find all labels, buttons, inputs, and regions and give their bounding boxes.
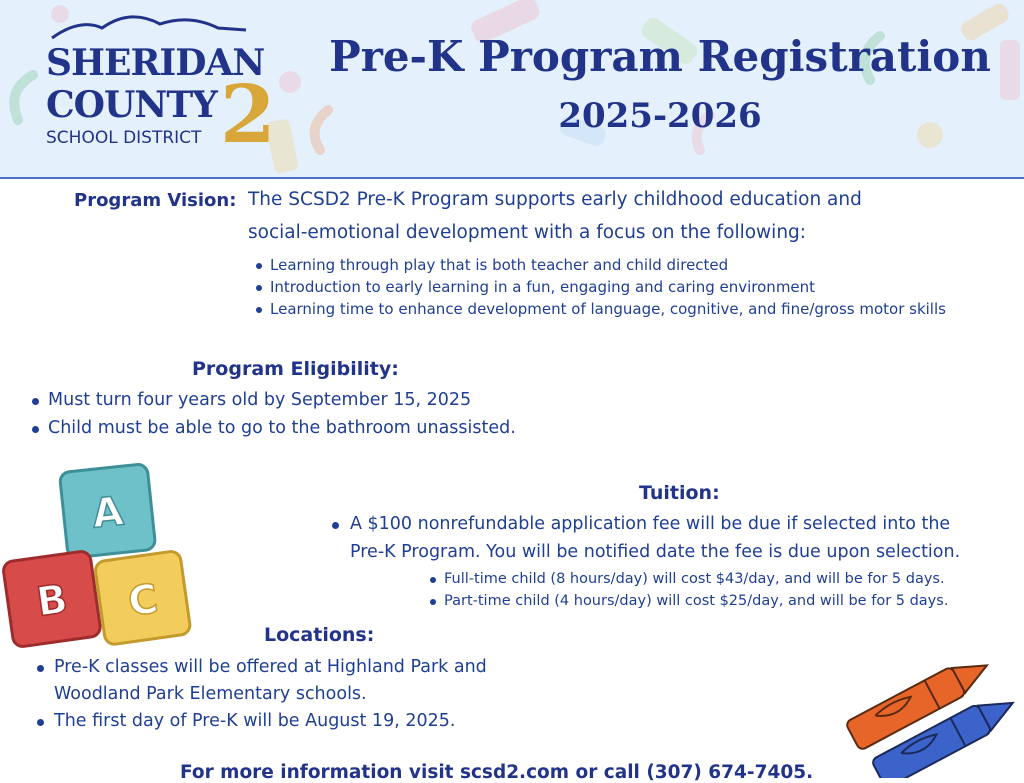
list-item: Learning through play that is both teacher and child directed [254,254,1019,276]
vision-label: Program Vision: [74,190,237,211]
list-item: Child must be able to go to the bathroom unassisted. [30,414,630,442]
locations-heading: Locations: [264,624,375,646]
location-line-2: Woodland Park Elementary schools. [54,684,367,704]
list-item: The first day of Pre-K will be August 19, 2025. [34,708,634,735]
list-item: Full-time child (8 hours/day) will cost $43/day, and will be for 5 days. [428,568,1020,590]
mountain-icon [50,10,250,40]
logo-county: COUNTY [46,84,217,126]
crayons-icon [824,648,1024,778]
fee-line-2: Pre-K Program. You will be notified date the fee is due upon selection. [350,542,961,562]
tuition-heading: Tuition: [639,482,720,504]
header-banner [0,0,1024,178]
logo-number: 2 [220,67,276,161]
locations-list [34,654,634,735]
fee-item [328,510,1018,566]
logo-sheridan: SHERIDAN [46,42,265,84]
eligibility-list [30,386,630,442]
fee-line-1: A $100 nonrefundable application fee will be due if selected into the [350,514,951,534]
page-subtitle: 2025-2026 [558,96,762,136]
block-letter-a: A [89,488,126,538]
vision-line-2: social-emotional development with a focus on the following: [248,222,807,243]
tuition-fee-list [328,510,1018,566]
footer-contact: For more information visit scsd2.com or call (307) 674-7405. [180,762,814,783]
abc-blocks-icon [2,460,202,650]
list-item: Learning time to enhance development of language, cognitive, and fine/gross motor skills [254,298,1019,320]
list-item: Part-time child (4 hours/day) will cost $25/day, and will be for 5 days. [428,590,1020,612]
logo-school-district: SCHOOL DISTRICT [46,128,202,148]
header-divider [0,177,1024,179]
district-logo [40,10,280,160]
list-item: Must turn four years old by September 15, 2025 [30,386,630,414]
vision-line-1: The SCSD2 Pre-K Program supports early childhood education and [248,189,862,210]
vision-list [254,254,1019,320]
page-title: Pre-K Program Registration [329,32,991,81]
list-item: Introduction to early learning in a fun, engaging and caring environment [254,276,1019,298]
list-item [34,654,634,708]
location-line-1: Pre-K classes will be offered at Highland Park and [54,657,487,677]
block-letter-b: B [33,576,71,626]
tuition-cost-list [428,568,1020,612]
block-letter-c: C [125,576,161,626]
eligibility-heading: Program Eligibility: [192,358,399,380]
